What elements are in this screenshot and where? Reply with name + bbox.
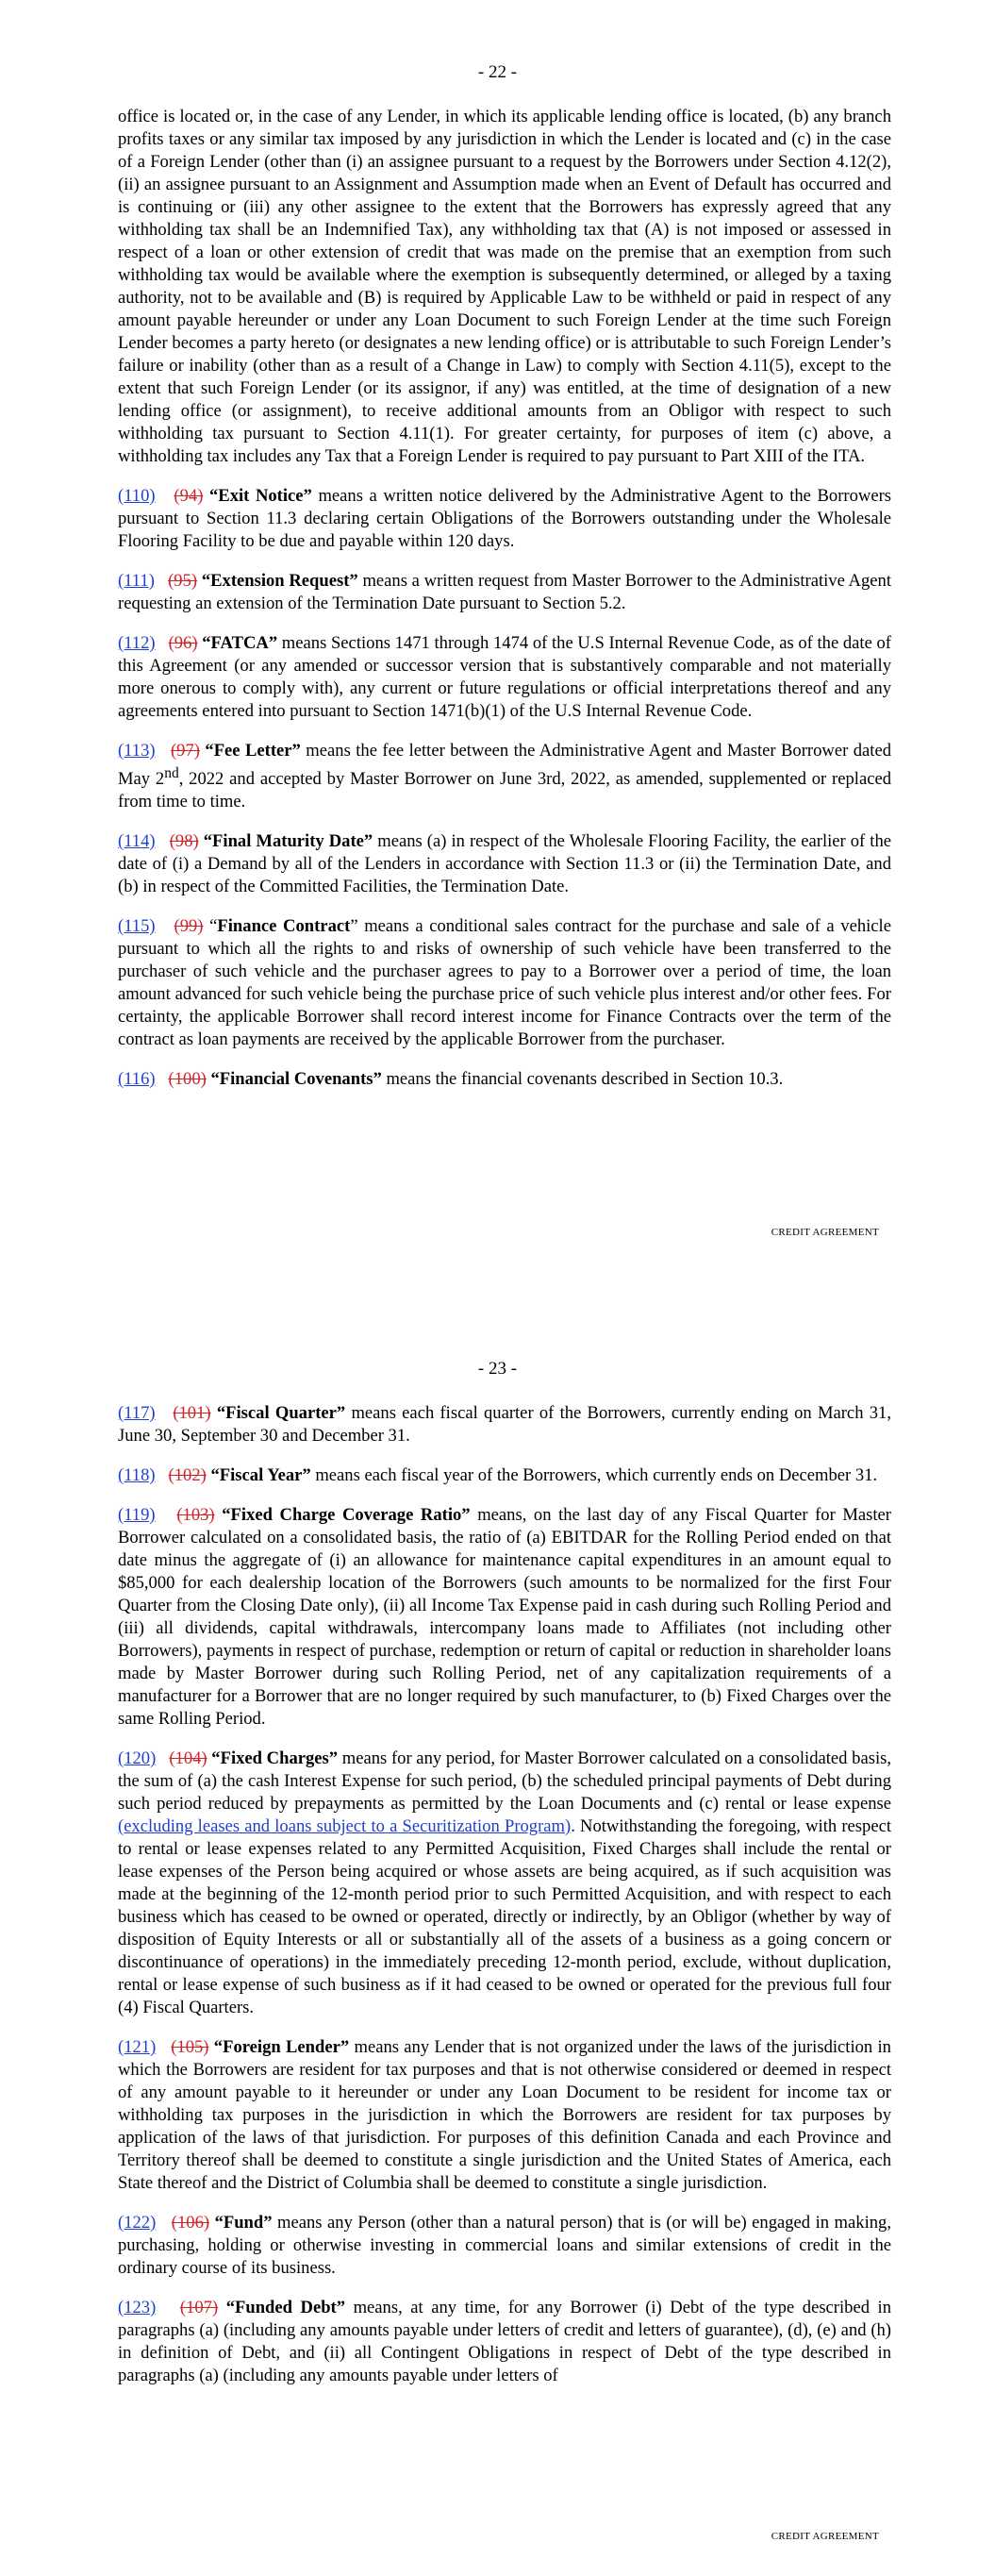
defined-term: “Financial Covenants” [210,1069,382,1090]
deleted-number: (101) [173,1403,211,1423]
defined-term: “Fund” [214,2213,273,2233]
defined-term: “Funded Debt” [225,2298,346,2317]
section-number[interactable]: (111) [118,571,155,591]
definition-text: means each fiscal year of the Borrowers, which currently ends on December 31. [310,1465,878,1485]
definition-text: means a conditional sales contract for the purchase and sale of a vehicle pursuant to which all the rights to and risks of ownership of such vehicle have been transferred to the purchaser of such vehicle and the purchaser agrees to pay to a Borrower over a period of time, the loan amount advanced for such vehicle being the purchase price of such vehicle plus interest and/or other fees. For certainty, the applicable Borrower shall record interest income for Finance Contracts over the term of the contract as loan payments are received by the applicable Borrower from the purchaser. [118,916,891,1050]
page-body [118,1402,891,2404]
deleted-number: (98) [169,831,199,852]
definition-funded-debt [118,2297,891,2387]
deleted-number: (106) [171,2213,210,2233]
definition-fiscal-year [118,1464,891,1487]
inserted-text: (excluding leases and loans subject to a Securitization Program) [118,1816,572,1836]
section-number[interactable]: (110) [118,486,156,506]
open-quote: “ [209,916,218,937]
deleted-number: (95) [168,571,198,591]
section-number[interactable]: (115) [118,916,156,937]
section-number[interactable]: (121) [118,2037,157,2057]
definition-text: means any Person (other than a natural person) that is (or will be) engaged in making, purchasing, holding or otherwise investing in commercial loans and similar extensions of credit in the ordinary course of its business. [118,2213,891,2278]
defined-term: Finance Contract [217,916,351,937]
page-body [118,106,891,1108]
section-number[interactable]: (123) [118,2298,157,2317]
deleted-number: (99) [174,916,204,937]
definition-fatca [118,632,891,723]
definition-fee-letter [118,740,891,813]
close-quote: ” [350,916,358,937]
page-number: - 23 - [477,1359,518,1379]
page-footer: CREDIT AGREEMENT [771,1227,879,1238]
section-number[interactable]: (113) [118,741,156,761]
section-number[interactable]: (122) [118,2213,157,2233]
definition-text: means for any period, for Master Borrower calculated on a consolidated basis, the sum of (a) the cash Interest Expense for such period, (b) the scheduled principal payments of Debt during such period reduced by prepayments as permitted by the Loan Documents and (c) rental or lease expense [118,1748,891,1814]
deleted-number: (94) [174,486,204,506]
page-22 [0,0,995,1283]
definition-text: means a written notice delivered by the Administrative Agent to the Borrowers pursuant to Section 11.3 declaring certain Obligations of the Borrowers outstanding under the Wholesale Flooring Facility to be due and payable within 120 days. [118,486,891,551]
definition-extension-request [118,570,891,615]
defined-term: “Fixed Charges” [211,1748,339,1768]
defined-term: “Fiscal Year” [210,1465,311,1485]
defined-term: “Exit Notice” [209,486,312,506]
definition-text: means any Lender that is not organized under the laws of the jurisdiction in which the Borrowers are resident for tax purposes and that is not otherwise considered or deemed in respect of any amount payable to it hereunder or under any Loan Document to be resident for income tax or withholding tax purposes in the jurisdiction in which the Borrowers are resident for tax purposes by application of the laws of that jurisdiction. For purposes of this definition Canada and each Province and Territory thereof shall be deemed to constitute a single jurisdiction and the United States of America, each State thereof and the District of Columbia shall be deemed to constitute a single jurisdiction. [118,2037,891,2193]
definition-final-maturity-date [118,830,891,898]
definition-finance-contract [118,915,891,1051]
defined-term: “Fixed Charge Coverage Ratio” [222,1505,471,1525]
definition-text: means, at any time, for any Borrower (i) Debt of the type described in paragraphs (a) (including any amounts payable under letters of credit and letters of guarantee), (d), (e) and (h) in definition of Debt, and (ii) all Contingent Obligations in respect of Debt of the type described in paragraphs (a) (including any amounts payable under letters of [118,2298,892,2385]
page-footer: CREDIT AGREEMENT [771,2531,879,2542]
definition-fiscal-quarter [118,1402,891,1447]
page-number: - 22 - [477,62,518,82]
definition-text: means the fee letter between the Administrative Agent and Master Borrower dated May 2 [118,741,891,790]
section-number[interactable]: (120) [118,1748,157,1768]
definition-fixed-charge-coverage-ratio [118,1504,891,1731]
deleted-number: (107) [179,2298,219,2317]
deleted-number: (105) [171,2037,209,2057]
definition-exit-notice [118,485,891,553]
defined-term: “Fee Letter” [205,741,301,761]
deleted-number: (104) [169,1748,207,1768]
deleted-number: (103) [176,1505,215,1525]
definition-text: , 2022 and accepted by Master Borrower on June 3rd, 2022, as amended, supplemented or replaced from time to time. [118,769,891,812]
deleted-number: (96) [168,633,198,653]
defined-term: “Foreign Lender” [213,2037,350,2057]
defined-term: “Fiscal Quarter” [216,1403,346,1423]
section-number[interactable]: (117) [118,1403,156,1423]
ordinal-suffix: nd [164,765,179,781]
definition-text: means (a) in respect of the Wholesale Flooring Facility, the earlier of the date of (i) a Demand by all of the Lenders in accordance with Section 11.3 or (ii) the Termination Date, and (b) in respect of the Committed Facilities, the Termination Date. [118,831,891,897]
page-23 [0,1302,995,2576]
section-number[interactable]: (118) [118,1465,156,1485]
deleted-number: (102) [168,1465,207,1485]
definition-text: means the financial covenants described in Section 10.3. [381,1069,784,1090]
definition-fixed-charges [118,1748,891,2019]
section-number[interactable]: (116) [118,1069,156,1090]
definition-continuation: office is located or, in the case of any Lender, in which its applicable lending office is located, (b) any branch profits taxes or any similar tax imposed by any jurisdiction in which the Lender is located and (c) in the case of a Foreign Lender (other than (i) an assignee pursuant to a request by the Borrowers under Section 4.12(2), (ii) an assignee pursuant to an Assignment and Assumption made when an Event of Default has occurred and is continuing or (iii) any other assignee to the extent that the Borrowers has expressly agreed that any withholding tax shall be an Indemnified Tax), any withholding tax that (A) is not imposed or assessed in respect of a loan or other extension of credit that was made on the premise that an exemption from such withholding tax would be available where the exemption is subsequently determined, or alleged by a taxing authority, not to be available and (B) is required by Applicable Law to be withheld or paid in respect of any amount payable hereunder or under any Loan Document to such Foreign Lender at the time such Foreign Lender becomes a party hereto (or designates a new lending office) or is attributable to such Foreign Lender’s failure or inability (other than as a result of a Change in Law) to comply with Section 4.11(5), except to the extent that such Foreign Lender (or its assignor, if any) was entitled, at the time of designation of a new lending office (or assignment), to receive additional amounts from an Obligor with respect to such withholding tax pursuant to Section 4.11(1). For greater certainty, for purposes of item (c) above, a withholding tax includes any Tax that a Foreign Lender is required to pay pursuant to Part XIII of the ITA. [118,107,891,466]
section-number[interactable]: (119) [118,1505,156,1525]
defined-term: “Extension Request” [201,571,358,591]
definition-financial-covenants [118,1068,891,1091]
definition-text: means Sections 1471 through 1474 of the U.S Internal Revenue Code, as of the date of this Agreement (or any amended or successor version that is substantively comparable and not materially more onerous to comply with), any current or future regulations or official interpretations thereof and any agreements entered into pursuant to Section 1471(b)(1) of the U.S Internal Revenue Code. [118,633,892,721]
defined-term: “FATCA” [202,633,278,653]
defined-term: “Final Maturity Date” [203,831,373,852]
definition-text: . Notwithstanding the foregoing, with respect to rental or lease expenses related to any Permitted Acquisition, Fixed Charges shall include the rental or lease expenses of the Person being acquired or whose assets are being acquired, as if such acquisition was made at the beginning of the 12-month period prior to such Permitted Acquisition, and with respect to each business which has ceased to be owned or operated, directly or indirectly, by an Obligor (whether by way of disposition of Equity Interests or all or substantially all of the assets of a business as a going concern or discontinuance of operations) in the immediately preceding 12-month period, exclude, without duplication, rental or lease expense of such business as if it had ceased to be owned or operated for the previous full four (4) Fiscal Quarters. [118,1816,891,2017]
section-number[interactable]: (112) [118,633,156,653]
deleted-number: (100) [168,1069,207,1090]
definition-fund [118,2212,891,2280]
deleted-number: (97) [170,741,200,761]
definition-text: means each fiscal quarter of the Borrowers, currently ending on March 31, June 30, September 30 and December 31. [118,1403,891,1446]
definition-foreign-lender [118,2036,891,2195]
section-number[interactable]: (114) [118,831,156,852]
definition-text: means a written request from Master Borrower to the Administrative Agent requesting an extension of the Termination Date pursuant to Section 5.2. [118,571,891,613]
definition-text: means, on the last day of any Fiscal Quarter for Master Borrower calculated on a consolidated basis, the ratio of (a) EBITDAR for the Rolling Period ended on that date minus the aggregate of (i) an allowance for maintenance capital expenditures in an amount equal to $85,000 for each dealership location of the Borrowers (such amounts to be normalized for the first Four Quarter from the Closing Date only), (ii) all Income Tax Expense paid in cash during such Rolling Period and (iii) all dividends, capital withdrawals, intercompany loans made to Affiliates (not including other Borrowers), payments in respect of purchase, redemption or return of capital or reduction in shareholder loans made by Master Borrower during such Rolling Period, net of any capitalization requirements of a manufacturer for a Borrower that are no longer required by such manufacturer, to (b) Fixed Charges over the same Rolling Period. [118,1505,891,1729]
